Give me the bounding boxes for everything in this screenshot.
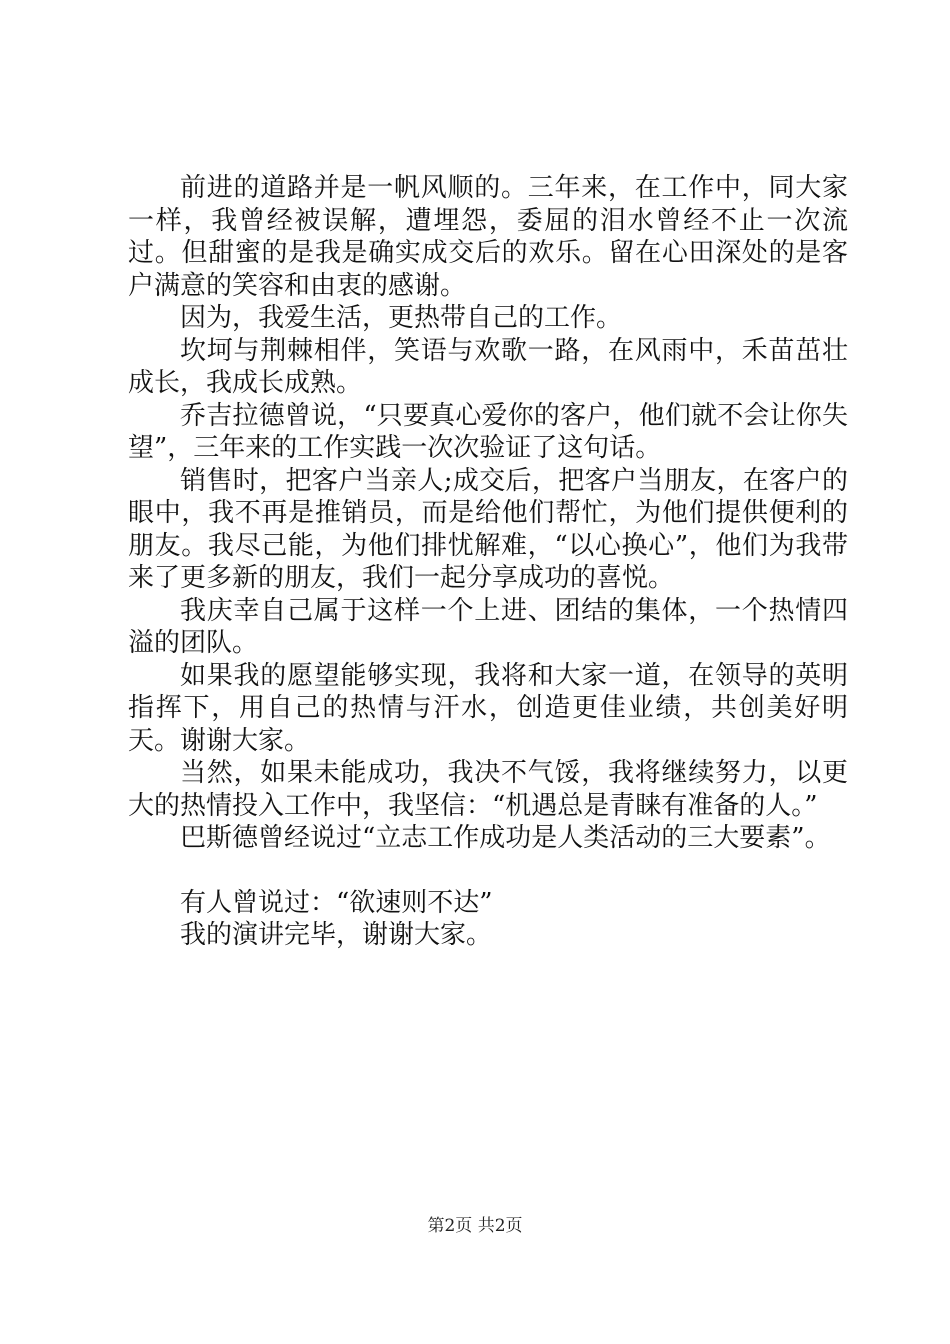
- paragraph: 因为，我爱生活，更热带自己的工作。: [180, 303, 623, 333]
- page-number-footer: 第2页 共2页: [427, 1216, 523, 1236]
- closing-line: 我的演讲完毕，谢谢大家。: [180, 920, 493, 950]
- paragraph: 我庆幸自己属于这样一个上进、团结的集体，一个热情四溢的团队。: [128, 595, 848, 658]
- blank-line: [128, 855, 848, 887]
- paragraph: 乔吉拉德曾说，“只要真心爱你的客户，他们就不会让你失望”，三年来的工作实践一次次验证了这句话。: [128, 400, 848, 463]
- document-body: [128, 172, 848, 952]
- paragraph: 坎坷与荆棘相伴，笑语与欢歌一路，在风雨中，禾苗茁壮成长，我成长成熟。: [128, 335, 848, 398]
- closing-line: 有人曾说过：“欲速则不达”: [180, 887, 493, 918]
- paragraph: 巴斯德曾经说过“立志工作成功是人类活动的三大要素”。: [180, 823, 831, 853]
- paragraph: 前进的道路并是一帆风顺的。三年来，在工作中，同大家一样，我曾经被误解，遭埋怨，委屈的泪水曾经不止一次流过。但甜蜜的是我是确实成交后的欢乐。留在心田深处的是客户满意的笑容和由衷的感谢。: [128, 173, 848, 301]
- paragraph: 如果我的愿望能够实现，我将和大家一道，在领导的英明指挥下，用自己的热情与汗水，创造更佳业绩，共创美好明天。谢谢大家。: [128, 660, 848, 756]
- paragraph: 当然，如果未能成功，我决不气馁，我将继续努力，以更大的热情投入工作中，我坚信：“机遇总是青睐有准备的人。”: [128, 758, 848, 821]
- paragraph: 销售时，把客户当亲人;成交后，把客户当朋友，在客户的眼中，我不再是推销员，而是给他们帮忙，为他们提供便利的朋友。我尽己能，为他们排忧解难，“以心换心”，他们为我带来了更多新的朋友，我们一起分享成功的喜悦。: [128, 465, 848, 593]
